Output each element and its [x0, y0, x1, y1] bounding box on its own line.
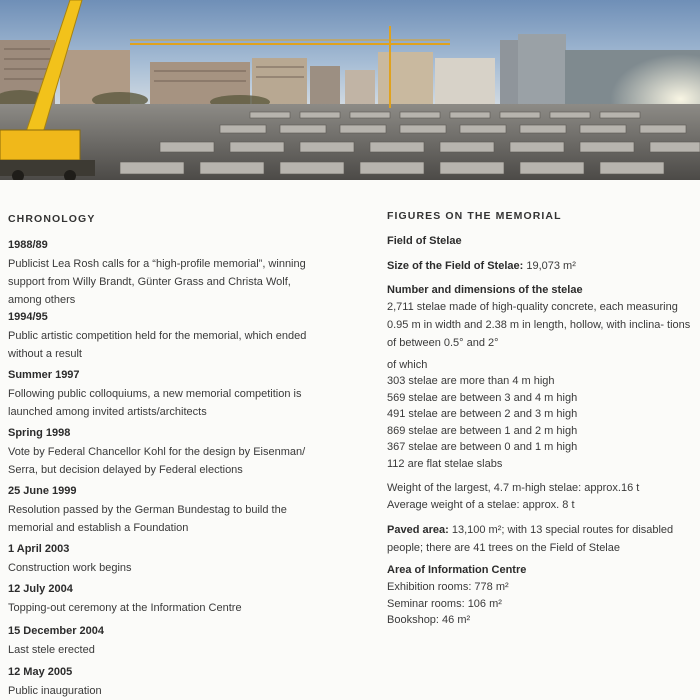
field-size-value: 19,073 m²: [526, 260, 576, 272]
dimensions-heading: Number and dimensions of the stelae: [387, 284, 583, 296]
weight-item: Average weight of a stelae: approx. 8 t: [387, 499, 575, 511]
chronology-event: [8, 484, 368, 537]
event-date: 15 December 2004: [8, 625, 105, 637]
chronology-event: [8, 238, 368, 309]
event-date: 12 May 2005: [8, 666, 73, 678]
field-size: [387, 258, 576, 275]
chronology-event: [8, 310, 368, 363]
stelae-breakdown-item: 303 stelae are more than 4 m high: [387, 375, 555, 387]
event-text: Public inauguration: [8, 685, 102, 697]
memorial-construction-photo: [0, 0, 700, 180]
of-which-label: of which: [387, 359, 428, 371]
event-text: Resolution passed by the German Bundestag to build the memorial and establish a Foundation: [8, 504, 287, 534]
weight-item: Weight of the largest, 4.7 m-high stelae: approx.16 t: [387, 482, 640, 494]
chronology-event: [8, 624, 368, 659]
event-text: Vote by Federal Chancellor Kohl for the design by Eisenman/ Serra, but decision delayed by Federal elections: [8, 446, 306, 476]
stelae-breakdown-item: 367 stelae are between 0 and 1 m high: [387, 441, 578, 453]
chronology-event: [8, 542, 368, 577]
chronology-event: [8, 426, 368, 479]
stelae-breakdown-item: 869 stelae are between 1 and 2 m high: [387, 425, 578, 437]
chronology-heading: CHRONOLOGY: [8, 213, 96, 225]
paved-area-label: Paved area:: [387, 524, 449, 536]
info-centre-item: Exhibition rooms: 778 m²: [387, 581, 509, 593]
paved-area: [387, 521, 700, 557]
event-text: Construction work begins: [8, 562, 132, 574]
info-centre-item: Seminar rooms: 106 m²: [387, 598, 502, 610]
event-date: 12 July 2004: [8, 583, 73, 595]
event-text: Last stele erected: [8, 644, 95, 656]
stelae-breakdown-item: 569 stelae are between 3 and 4 m high: [387, 392, 578, 404]
event-text: Topping-out ceremony at the Information Centre: [8, 602, 242, 614]
event-date: 1 April 2003: [8, 543, 70, 555]
stelae-breakdown-item: 491 stelae are between 2 and 3 m high: [387, 408, 578, 420]
chronology-event: [8, 368, 368, 421]
event-date: Summer 1997: [8, 369, 80, 381]
info-centre-heading: Area of Information Centre: [387, 564, 527, 576]
field-size-label: Size of the Field of Stelae:: [387, 260, 524, 272]
event-date: 1994/95: [8, 311, 48, 323]
dimensions-text: 2,711 stelae made of high-quality concrete, each measuring 0.95 m in width and 2.38 m in length, hollow, with inclina- tions of between 0.5° and 2°: [387, 301, 691, 349]
event-date: 1988/89: [8, 239, 48, 251]
event-date: Spring 1998: [8, 427, 71, 439]
chronology-event: [8, 582, 368, 617]
info-centre-item: Bookshop: 46 m²: [387, 614, 471, 626]
figures-heading: FIGURES ON THE MEMORIAL: [387, 210, 562, 222]
field-heading: Field of Stelae: [387, 235, 462, 247]
event-text: Public artistic competition held for the memorial, which ended without a result: [8, 330, 307, 360]
stelae-breakdown-item: 112 are flat stelae slabs: [387, 458, 503, 470]
event-date: 25 June 1999: [8, 485, 77, 497]
event-text: Publicist Lea Rosh calls for a “high-profile memorial”, winning support from Willy Brandt, Günter Grass and Christa Wolf, among others: [8, 258, 306, 306]
event-text: Following public colloquiums, a new memorial competition is launched among invited artists/architects: [8, 388, 302, 418]
paved-area-text: 13,100 m²; with 13 special routes for disabled people; there are 41 trees on the Field of Stelae: [387, 524, 674, 554]
